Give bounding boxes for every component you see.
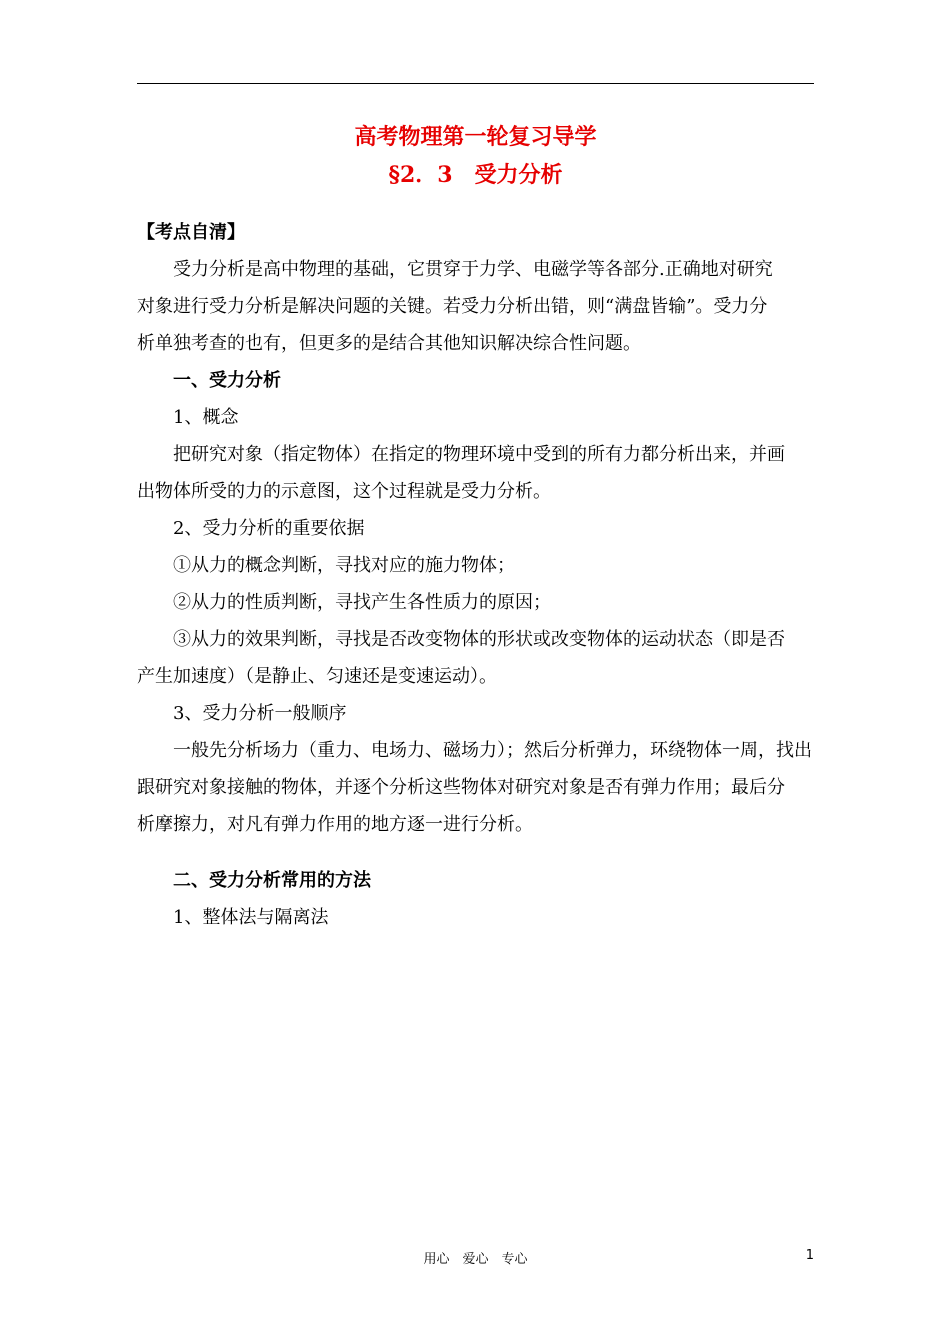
footer-motto: 用心 爱心 专心 [423,1252,528,1267]
header-rule [137,83,814,84]
item2-point-3-line-1: ③从力的效果判断，寻找是否改变物体的形状或改变物体的运动状态（即是否 [173,629,785,650]
intro-line-2: 对象进行受力分析是解决问题的关键。若受力分析出错，则“满盘皆输”。受力分 [137,296,768,317]
item2-point-2: ②从力的性质判断，寻找产生各性质力的原因； [173,592,551,613]
part1-heading: 一、受力分析 [173,370,281,391]
item2-title: 2、受力分析的重要依据 [173,518,365,539]
part2-item-1: 1、整体法与隔离法 [173,907,329,928]
item1-text-line-1: 把研究对象（指定物体）在指定的物理环境中受到的所有力都分析出来，并画 [173,444,785,465]
blank-line [137,849,814,868]
item2-point-3-line-2: 产生加速度）（是静止、匀速还是变速运动）。 [137,666,497,687]
item2-point-1: ①从力的概念判断，寻找对应的施力物体； [173,555,515,576]
part2-heading: 二、受力分析常用的方法 [173,870,371,891]
item3-text-line-1: 一般先分析场力（重力、电场力、磁场力）；然后分析弹力，环绕物体一周，找出 [173,740,812,761]
item1-title: 1、概念 [173,407,239,428]
item3-text-line-2: 跟研究对象接触的物体，并逐个分析这些物体对研究对象是否有弹力作用；最后分 [137,777,785,798]
document-title: 高考物理第一轮复习导学 [354,124,597,150]
section-title: §2．3 受力分析 [388,162,563,188]
item3-title: 3、受力分析一般顺序 [173,703,347,724]
document-body [137,220,814,942]
intro-line-3: 析单独考查的也有，但更多的是结合其他知识解决综合性问题。 [137,333,641,354]
intro-line-1: 受力分析是高中物理的基础，它贯穿于力学、电磁学等各部分.正确地对研究 [173,259,773,280]
page-number: 1 [805,1248,814,1263]
section-heading: 【考点自清】 [137,222,245,243]
item3-text-line-3: 析摩擦力，对凡有弹力作用的地方逐一进行分析。 [137,814,533,835]
item1-text-line-2: 出物体所受的力的示意图，这个过程就是受力分析。 [137,481,551,502]
